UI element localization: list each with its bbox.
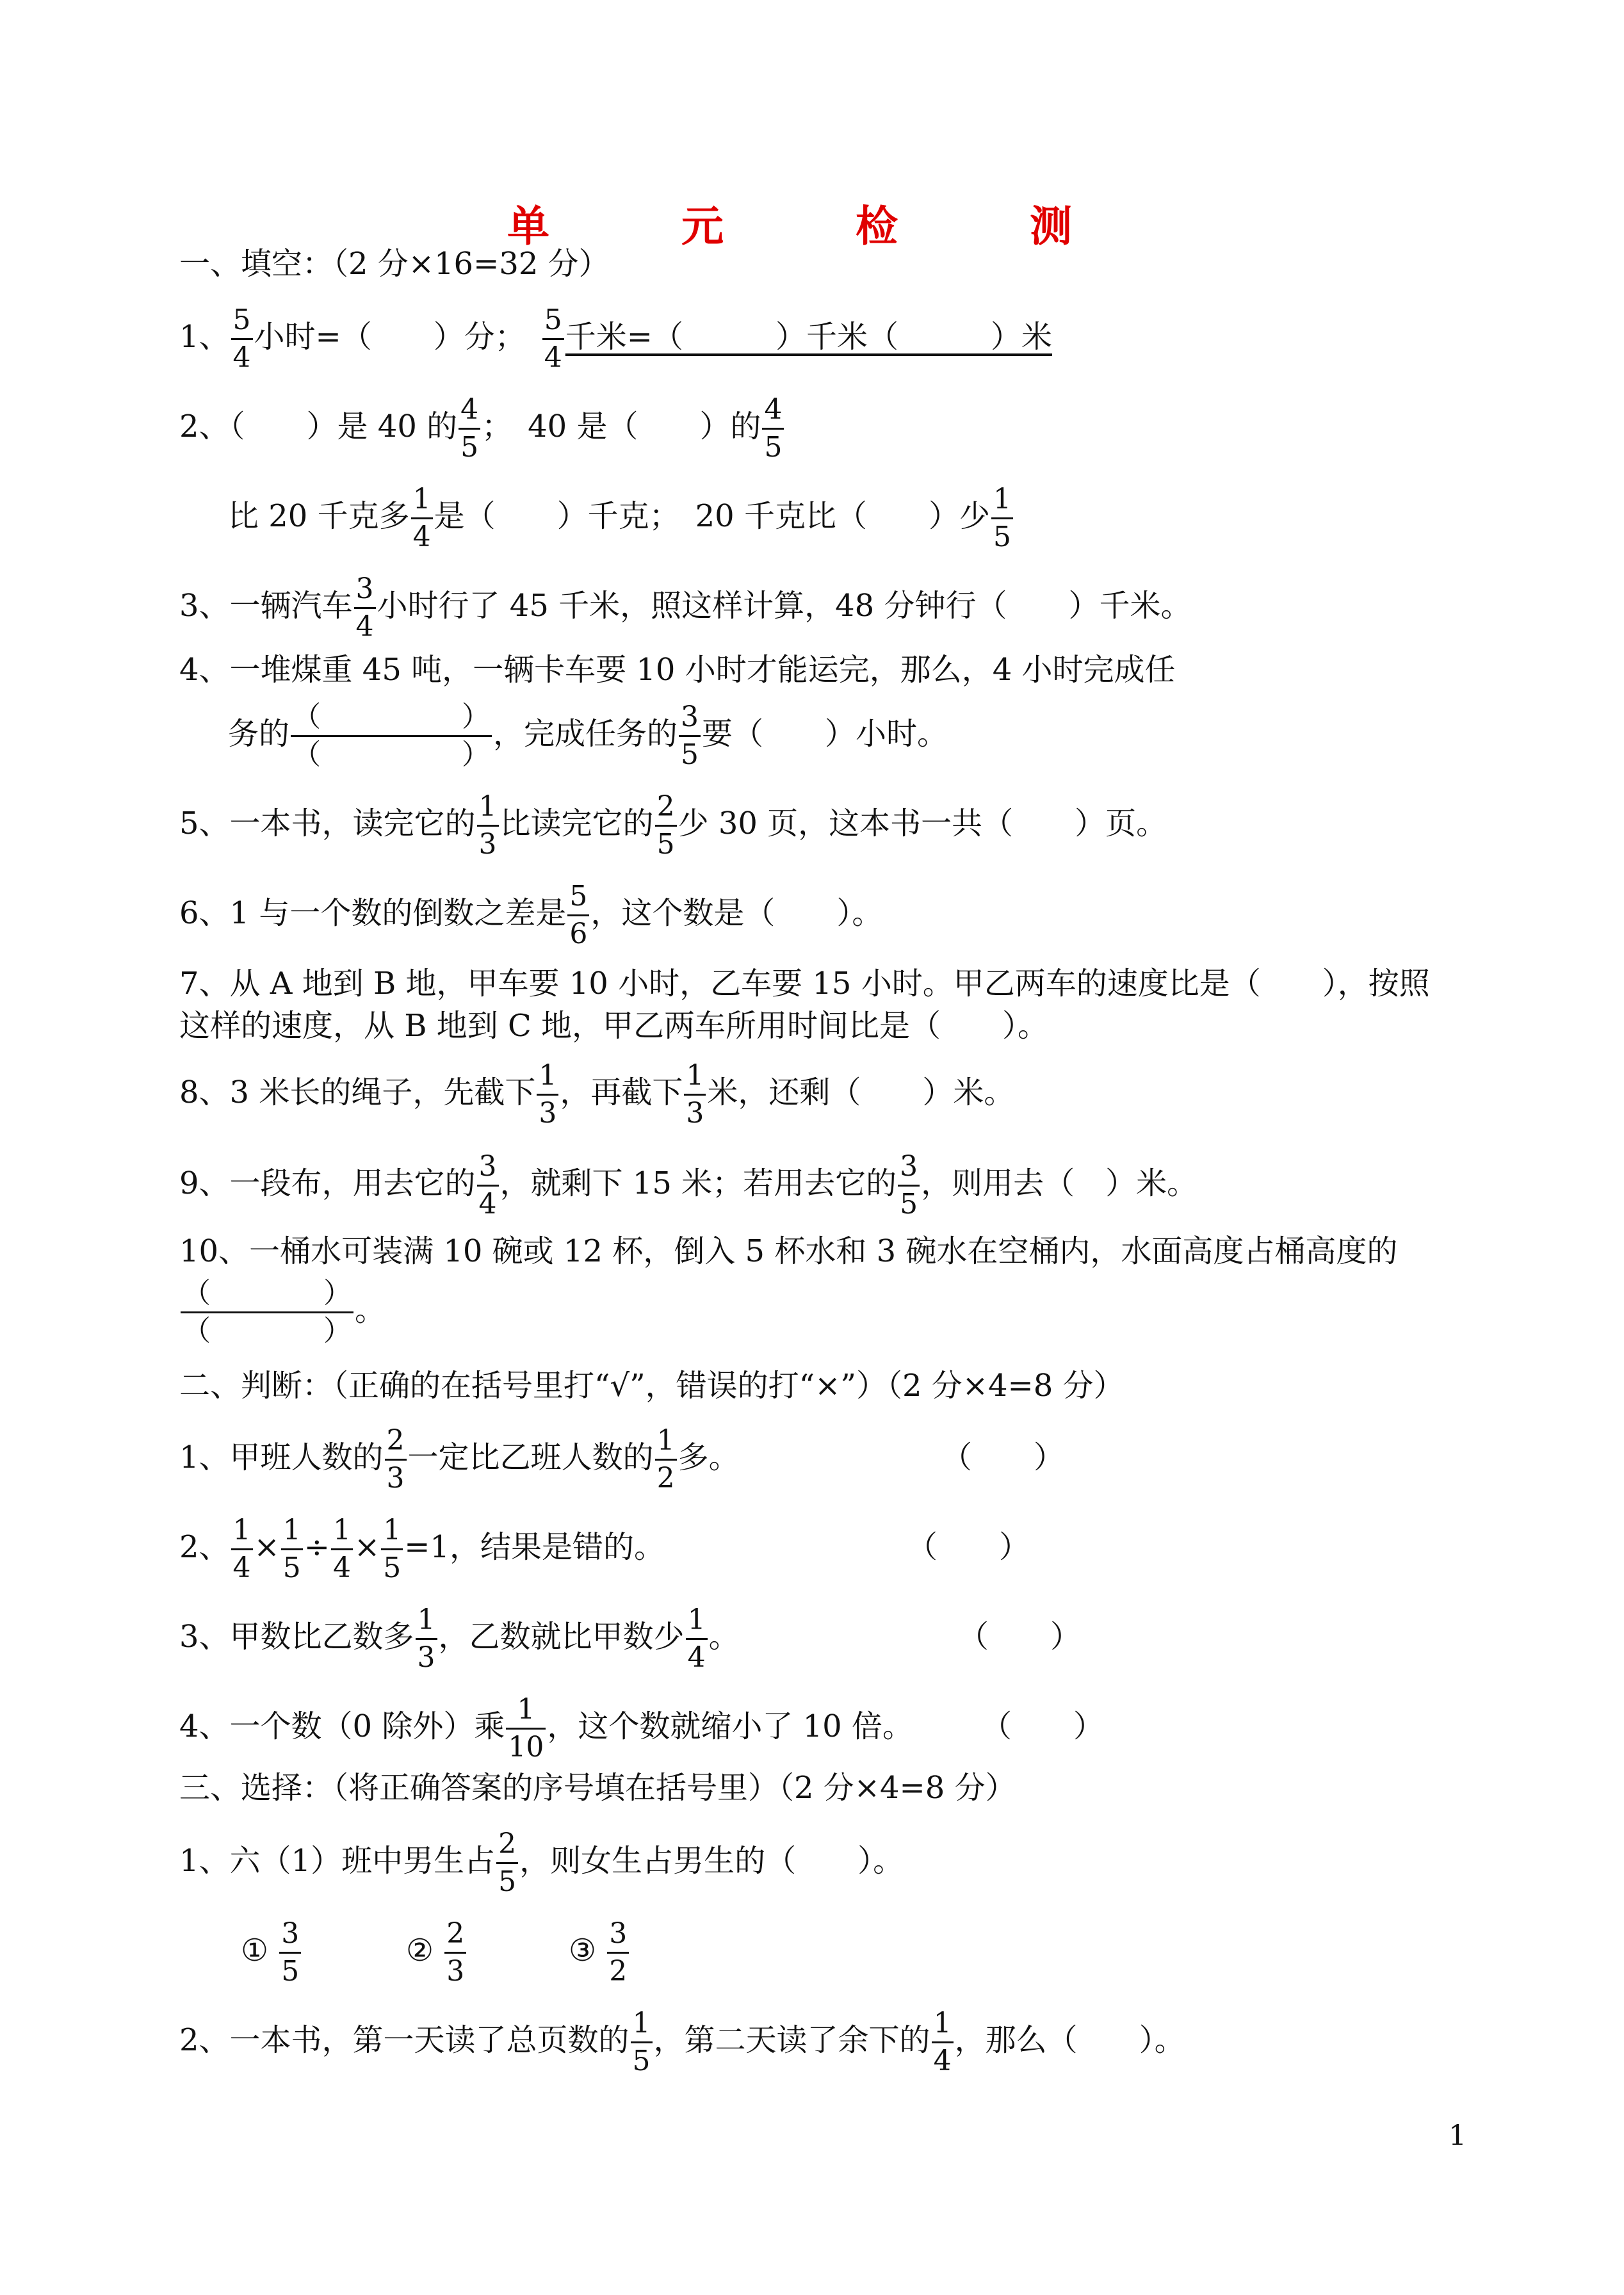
fraction: $\frac{5}{4}$ [542, 306, 564, 372]
question-1-4: 4、一堆煤重 45 吨，一辆卡车要 10 小时才能运完，那么，4 小时完成任 [179, 652, 1176, 688]
choice-option-3: ③ $\frac{3}{2}$ [569, 1920, 630, 1986]
fraction: $\frac{3}{5}$ [679, 703, 701, 769]
fraction: $\frac{1}{4}$ [932, 2009, 954, 2075]
answer-fraction-blank: $\frac{( )}{( )}$ [291, 703, 492, 769]
fraction: $\frac{3}{4}$ [477, 1153, 499, 1219]
fraction: $\frac{1}{10}$ [506, 1696, 546, 1762]
section1-header: 一、填空：（2 分×16=32 分） [179, 246, 610, 282]
judge-question-2: 2、 $\frac{1}{4}$ × $\frac{1}{5}$ ÷ $\frac{1}{4}$ × $\frac{1}{5}$ =1，结果是错的。 [179, 1514, 665, 1584]
section3-header: 三、选择：（将正确答案的序号填在括号里）（2 分×4=8 分） [179, 1770, 1016, 1806]
fraction: $\frac{1}{4}$ [411, 485, 433, 551]
question-1-3: 3、一辆汽车 $\frac{3}{4}$ 小时行了 45 千米，照这样计算，48 分钟行（ ）千米。 [179, 572, 1192, 643]
judge-answer-1: （ ） [941, 1439, 1065, 1475]
fraction: $\frac{5}{6}$ [567, 882, 589, 948]
fraction: $\frac{3}{5}$ [898, 1153, 920, 1219]
page-title: 单 元 检 测 [507, 202, 1117, 251]
fraction: $\frac{1}{4}$ [686, 1606, 708, 1672]
fraction: $\frac{5}{4}$ [231, 306, 253, 372]
fraction: $\frac{4}{5}$ [459, 396, 480, 462]
judge-question-3: 3、甲数比乙数多 $\frac{1}{3}$ ，乙数就比甲数少 $\frac{1}{4}$ 。 [179, 1603, 740, 1674]
judge-question-4: 4、一个数（0 除外）乘 $\frac{1}{10}$ ，这个数就缩小了 10 倍。 [179, 1693, 913, 1764]
question-1-10: 10、一桶水可装满 10 碗或 12 杯，倒入 5 杯水和 3 碗水在空桶内，水面高度占桶高度的 [179, 1233, 1398, 1269]
judge-answer-3: （ ） [958, 1619, 1082, 1655]
question-1-9: 9、一段布，用去它的 $\frac{3}{4}$ ，就剩下 15 米；若用去它的 $\frac{3}{5}$ ，则用去（ ）米。 [179, 1150, 1198, 1220]
fraction: $\frac{2}{3}$ [444, 1920, 466, 1986]
question-1-2b: 比 20 千克多 $\frac{1}{4}$ 是（ ）千克； 20 千克比（ ）少 $\frac{1}{5}$ [228, 485, 1014, 551]
fraction: $\frac{2}{3}$ [385, 1427, 407, 1493]
judge-answer-4: （ ） [981, 1708, 1105, 1744]
fraction: $\frac{1}{3}$ [416, 1606, 437, 1672]
fraction: $\frac{1}{3}$ [537, 1062, 558, 1128]
page-number: 1 [1449, 2120, 1466, 2152]
question-1-8: 8、3 米长的绳子，先截下 $\frac{1}{3}$ ，再截下 $\frac{1}{3}$ 米，还剩（ ）米。 [179, 1059, 1015, 1130]
fraction: $\frac{3}{2}$ [607, 1920, 629, 1986]
fraction: $\frac{1}{5}$ [381, 1516, 403, 1582]
choice-question-2: 2、一本书，第一天读了总页数的 $\frac{1}{5}$ ，第二天读了余下的 $\frac{1}{4}$ ，那么（ ）。 [179, 2007, 1185, 2077]
fraction: $\frac{3}{4}$ [354, 575, 376, 641]
question-1-2: 2、（ ）是 40 的 $\frac{4}{5}$ ； 40 是（ ）的 $\frac{4}{5}$ [179, 396, 785, 462]
choice-option-1: ① $\frac{3}{5}$ [241, 1920, 302, 1986]
fraction: $\frac{1}{5}$ [991, 485, 1013, 551]
question-1-7: 7、从 A 地到 B 地，甲车要 10 小时，乙车要 15 小时。甲乙两车的速度比是（ ），按照 [179, 966, 1430, 1002]
fraction: $\frac{1}{3}$ [477, 793, 499, 859]
question-1-6: 6、1 与一个数的倒数之差是 $\frac{5}{6}$ ，这个数是（ ）。 [179, 880, 883, 950]
fraction: $\frac{2}{5}$ [496, 1830, 518, 1896]
fraction: $\frac{1}{3}$ [684, 1062, 706, 1128]
fraction: $\frac{1}{5}$ [281, 1516, 303, 1582]
question-1-7b: 这样的速度，从 B 地到 C 地，甲乙两车所用时间比是（ ）。 [179, 1008, 1049, 1044]
choice-option-2: ② $\frac{2}{3}$ [406, 1920, 467, 1986]
question-1-4b: 务的 $\frac{( )}{( )}$ ，完成任务的 $\frac{3}{5}$ 要（ ）小时。 [228, 701, 948, 771]
choice-question-1: 1、六（1）班中男生占 $\frac{2}{5}$ ，则女生占男生的（ ）。 [179, 1828, 904, 1898]
question-1-5: 5、一本书，读完它的 $\frac{1}{3}$ 比读完它的 $\frac{2}{5}$ 少 30 页，这本书一共（ ）页。 [179, 790, 1167, 861]
section2-header: 二、判断：（正确的在括号里打“√”，错误的打“×”）（2 分×4=8 分） [179, 1368, 1125, 1404]
fraction: $\frac{2}{5}$ [655, 793, 677, 859]
question-1-1: 1、 $\frac{5}{4}$ 小时=（ ）分； $\frac{5}{4}$ 千米=（ ）千米（ ）米 [179, 304, 1053, 374]
judge-question-1: 1、甲班人数的 $\frac{2}{3}$ 一定比乙班人数的 $\frac{1}{2}$ 多。 [179, 1424, 740, 1495]
fraction: $\frac{3}{5}$ [279, 1920, 301, 1986]
fraction: $\frac{1}{4}$ [231, 1516, 253, 1582]
answer-fraction-blank: $\frac{( )}{( )}$ [181, 1279, 353, 1345]
judge-answer-2: （ ） [907, 1529, 1030, 1565]
question-1-10b: $\frac{( )}{( )}$ 。 [179, 1279, 386, 1345]
fraction: $\frac{1}{4}$ [331, 1516, 353, 1582]
fraction: $\frac{1}{2}$ [655, 1427, 677, 1493]
fraction: $\frac{4}{5}$ [762, 396, 784, 462]
fraction: $\frac{1}{5}$ [631, 2009, 653, 2075]
